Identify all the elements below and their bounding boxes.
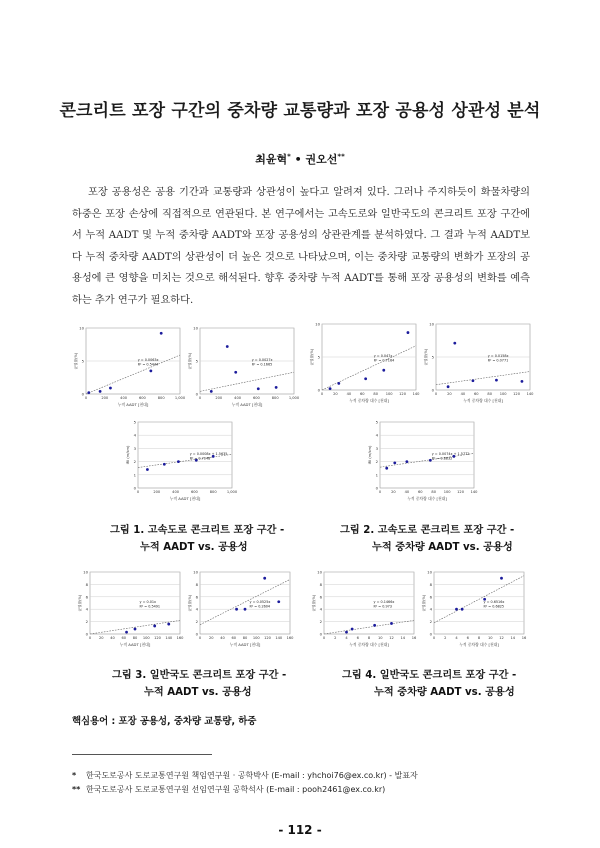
y-tick-label: 5 xyxy=(317,354,320,360)
y-tick-label: 5 xyxy=(431,354,434,360)
x-tick-label: 0 xyxy=(198,396,202,400)
y-tick-label: 0 xyxy=(85,631,88,637)
x-tick-label: 0 xyxy=(198,636,202,640)
x-tick-label: 40 xyxy=(346,392,352,396)
plot-area xyxy=(200,572,290,634)
y-axis-label: 균열률(%) xyxy=(422,594,426,612)
trend-equation: y = 0.0008x + 1.5635 xyxy=(189,452,228,456)
y-tick-label: 10 xyxy=(427,569,432,575)
caption-line: 누적 중차량 AADT vs. 공용성 xyxy=(372,542,513,553)
y-tick-label: 10 xyxy=(193,569,198,575)
x-tick-label: 40 xyxy=(404,490,410,494)
x-tick-label: 60 xyxy=(473,392,479,396)
data-point xyxy=(447,385,450,388)
trend-equation: y = 0.6516x xyxy=(483,600,505,604)
data-point xyxy=(263,577,266,580)
x-tick-label: 100 xyxy=(142,636,150,640)
data-point xyxy=(461,608,464,611)
y-tick-label: 5 xyxy=(195,358,198,364)
x-tick-label: 0 xyxy=(136,490,140,494)
y-tick-label: 0 xyxy=(429,631,432,637)
x-tick-label: 80 xyxy=(132,636,138,640)
data-point xyxy=(351,628,354,631)
data-point xyxy=(495,379,498,382)
data-point xyxy=(521,380,524,383)
y-tick-label: 2 xyxy=(133,459,136,465)
x-tick-label: 1,000 xyxy=(288,396,300,400)
x-tick-label: 0 xyxy=(378,490,382,494)
author-list xyxy=(0,151,600,167)
y-tick-label: 4 xyxy=(85,606,88,612)
x-tick-label: 0 xyxy=(88,636,92,640)
figure-4b-chart xyxy=(420,568,528,652)
x-tick-label: 400 xyxy=(234,396,242,400)
trend-equation: y = 0.0525x xyxy=(249,600,271,604)
x-tick-label: 100 xyxy=(499,392,507,396)
data-point xyxy=(160,332,163,335)
author-separator: • xyxy=(294,153,302,166)
y-tick-label: 3 xyxy=(133,445,136,451)
keywords: 핵심용어 : 포장 공용성, 중차량 교통량, 하중 xyxy=(72,716,257,727)
caption-line: 누적 AADT vs. 공용성 xyxy=(144,687,252,698)
plot-area xyxy=(90,572,180,634)
y-axis-label: IRI (m/km) xyxy=(126,445,130,465)
data-point xyxy=(87,391,90,394)
trend-equation: y = 0.0074x + 1.5772 xyxy=(431,452,470,456)
x-tick-label: 10 xyxy=(377,636,383,640)
y-tick-label: 2 xyxy=(319,619,322,625)
figure-3-caption xyxy=(112,667,292,701)
data-point xyxy=(405,460,408,463)
y-tick-label: 4 xyxy=(429,606,432,612)
data-point xyxy=(177,460,180,463)
x-tick-label: 120 xyxy=(264,636,271,640)
y-tick-label: 0 xyxy=(81,391,84,397)
y-tick-label: 0 xyxy=(317,387,320,393)
x-axis-label: 누적 AADT [천대] xyxy=(229,642,261,647)
trend-r-squared: R² = 0.0771 xyxy=(487,358,509,363)
caption-line: 그림 2. 고속도로 콘크리트 포장 구간 - xyxy=(340,525,515,536)
x-tick-label: 120 xyxy=(154,636,161,640)
figure-3a-chart xyxy=(76,568,184,652)
y-axis-label: 균열률(%) xyxy=(424,348,428,366)
y-tick-label: 2 xyxy=(195,619,198,625)
x-tick-label: 60 xyxy=(359,392,365,396)
plot-area xyxy=(324,572,414,634)
x-tick-label: 160 xyxy=(286,636,294,640)
x-tick-label: 8 xyxy=(367,636,371,640)
trend-r-squared: R² = 0.7148 xyxy=(189,456,211,461)
y-tick-label: 2 xyxy=(429,619,432,625)
y-tick-label: 1 xyxy=(133,472,136,478)
data-point xyxy=(277,600,280,603)
x-tick-label: 14 xyxy=(510,636,516,640)
x-tick-label: 40 xyxy=(220,636,225,640)
y-tick-label: 3 xyxy=(375,445,378,451)
y-tick-label: 5 xyxy=(375,419,378,425)
trend-r-squared: R² = 0.7164 xyxy=(373,358,395,363)
x-tick-label: 14 xyxy=(400,636,406,640)
x-tick-label: 20 xyxy=(333,392,338,396)
y-tick-label: 6 xyxy=(85,594,88,600)
x-axis-label: 누적 AADT [천대] xyxy=(117,402,149,407)
figure-2a-chart xyxy=(308,320,420,408)
data-point xyxy=(407,331,410,334)
figure-1b-chart xyxy=(186,324,298,412)
x-axis-label: 누적 AADT [천대] xyxy=(231,402,263,407)
y-tick-label: 2 xyxy=(375,459,378,465)
data-point xyxy=(453,342,456,345)
y-tick-label: 10 xyxy=(317,569,322,575)
author-mark: ** xyxy=(337,152,345,161)
y-tick-label: 10 xyxy=(79,325,84,331)
x-tick-label: 140 xyxy=(470,490,478,494)
caption-line: 그림 1. 고속도로 콘크리트 포장 구간 - xyxy=(110,525,285,536)
data-point xyxy=(393,462,396,465)
trend-equation: y = 0.0158x xyxy=(487,354,509,358)
y-tick-label: 10 xyxy=(193,325,198,331)
figure-2c-chart xyxy=(366,418,478,506)
trend-equation: y = 0.1466x xyxy=(373,600,395,604)
x-tick-label: 100 xyxy=(385,392,393,396)
figure-1c-chart xyxy=(124,418,236,506)
data-point xyxy=(385,467,388,470)
y-axis-label: IRI (m/km) xyxy=(368,445,372,465)
x-axis-label: 누적 중차량 대수 [천대] xyxy=(349,398,389,403)
data-point xyxy=(109,387,112,390)
data-point xyxy=(210,390,213,393)
y-tick-label: 1 xyxy=(375,472,378,478)
y-tick-label: 6 xyxy=(195,594,198,600)
y-tick-label: 6 xyxy=(319,594,322,600)
y-axis-label: 균열률(%) xyxy=(74,352,78,370)
y-axis-label: 균열률(%) xyxy=(188,352,192,370)
x-tick-label: 200 xyxy=(101,396,109,400)
trend-equation: y = 0.0063x xyxy=(137,358,159,362)
y-axis-label: 균열률(%) xyxy=(188,594,192,612)
x-axis-label: 누적 AADT [천대] xyxy=(169,496,201,501)
y-tick-label: 2 xyxy=(85,619,88,625)
x-tick-label: 0 xyxy=(432,636,436,640)
data-point xyxy=(226,345,229,348)
data-point xyxy=(500,577,503,580)
data-point xyxy=(257,387,260,390)
trend-r-squared: R² = 0.5444 xyxy=(137,362,159,367)
figure-4-caption xyxy=(342,667,542,701)
y-tick-label: 8 xyxy=(85,581,88,587)
trend-r-squared: R² = 0.2604 xyxy=(249,604,271,609)
x-tick-label: 140 xyxy=(165,636,173,640)
data-point xyxy=(329,387,332,390)
data-point xyxy=(167,623,170,626)
x-tick-label: 140 xyxy=(412,392,420,396)
data-point xyxy=(234,371,237,374)
trend-equation: y = 0.047x xyxy=(373,354,393,358)
y-tick-label: 10 xyxy=(83,569,88,575)
figure-4a-chart xyxy=(310,568,418,652)
x-tick-label: 800 xyxy=(271,396,279,400)
trend-r-squared: R² = 0.8832 xyxy=(431,456,453,461)
trend-r-squared: R² = 0.973 xyxy=(373,604,392,609)
x-tick-label: 80 xyxy=(373,392,379,396)
x-tick-label: 120 xyxy=(513,392,521,396)
x-tick-label: 400 xyxy=(120,396,128,400)
author-name: 권오선 xyxy=(305,153,338,166)
x-tick-label: 16 xyxy=(411,636,417,640)
data-point xyxy=(337,382,340,385)
data-point xyxy=(134,628,137,631)
x-tick-label: 140 xyxy=(275,636,283,640)
y-tick-label: 6 xyxy=(429,594,432,600)
data-point xyxy=(390,622,393,625)
x-tick-label: 800 xyxy=(157,396,165,400)
data-point xyxy=(244,608,247,611)
y-axis-label: 균열률(%) xyxy=(310,348,314,366)
y-tick-label: 0 xyxy=(319,631,322,637)
x-tick-label: 4 xyxy=(455,636,458,640)
x-tick-label: 0 xyxy=(320,392,324,396)
footnote-mark: ** xyxy=(72,785,81,794)
x-tick-label: 20 xyxy=(98,636,104,640)
footnote xyxy=(72,770,418,781)
x-tick-label: 12 xyxy=(499,636,504,640)
x-tick-label: 6 xyxy=(466,636,469,640)
x-axis-label: 누적 중차량 대수 [천대] xyxy=(407,496,447,501)
y-tick-label: 4 xyxy=(133,432,136,438)
caption-line: 그림 3. 일반국도 콘크리트 포장 구간 - xyxy=(112,670,287,681)
plot-area xyxy=(434,572,524,634)
data-point xyxy=(125,631,128,634)
x-tick-label: 100 xyxy=(252,636,260,640)
x-tick-label: 2 xyxy=(334,636,337,640)
trend-equation: y = 0.01x xyxy=(139,600,157,604)
y-tick-label: 10 xyxy=(315,321,320,327)
y-tick-label: 4 xyxy=(319,606,322,612)
x-tick-label: 0 xyxy=(322,636,326,640)
footnote-rule xyxy=(72,754,212,755)
x-tick-label: 80 xyxy=(487,392,493,396)
data-point xyxy=(373,624,376,627)
x-tick-label: 400 xyxy=(172,490,180,494)
y-tick-label: 0 xyxy=(195,391,198,397)
page-number: - 112 - xyxy=(278,823,322,837)
data-point xyxy=(455,608,458,611)
y-tick-label: 5 xyxy=(133,419,136,425)
y-tick-label: 0 xyxy=(431,387,434,393)
x-tick-label: 200 xyxy=(215,396,223,400)
y-tick-label: 0 xyxy=(133,485,136,491)
x-tick-label: 600 xyxy=(138,396,146,400)
y-axis-label: 균열률(%) xyxy=(78,594,82,612)
data-point xyxy=(99,390,102,393)
x-tick-label: 60 xyxy=(417,490,423,494)
paper-title: 콘크리트 포장 구간의 중차량 교통량과 포장 공용성 상관성 분석 xyxy=(59,101,541,121)
data-point xyxy=(472,379,475,382)
x-tick-label: 200 xyxy=(153,490,161,494)
x-tick-label: 0 xyxy=(84,396,88,400)
figure-2-caption xyxy=(340,522,540,556)
y-tick-label: 8 xyxy=(429,581,432,587)
x-tick-label: 120 xyxy=(399,392,407,396)
x-tick-label: 40 xyxy=(110,636,115,640)
footnote-text: 한국도로공사 도로교통연구원 선임연구원 공학석사 (E-mail : pooh2461@ex.co.kr) xyxy=(86,785,386,794)
x-tick-label: 60 xyxy=(121,636,127,640)
x-tick-label: 12 xyxy=(389,636,394,640)
x-tick-label: 2 xyxy=(444,636,447,640)
x-tick-label: 10 xyxy=(487,636,493,640)
caption-line: 누적 AADT vs. 공용성 xyxy=(140,542,248,553)
data-point xyxy=(382,369,385,372)
caption-line: 그림 4. 일반국도 콘크리트 포장 구간 - xyxy=(342,670,517,681)
x-tick-label: 600 xyxy=(252,396,260,400)
caption-line: 누적 중차량 AADT vs. 공용성 xyxy=(374,687,515,698)
x-tick-label: 40 xyxy=(460,392,466,396)
y-tick-label: 10 xyxy=(429,321,434,327)
data-point xyxy=(275,386,278,389)
figure-1-caption xyxy=(110,522,290,556)
y-tick-label: 5 xyxy=(81,358,84,364)
data-point xyxy=(235,608,238,611)
x-tick-label: 160 xyxy=(176,636,184,640)
x-axis-label: 누적 중차량 대수 [천대] xyxy=(459,642,499,647)
footnote xyxy=(72,784,385,795)
trend-r-squared: R² = 0.6825 xyxy=(483,604,505,609)
y-tick-label: 8 xyxy=(319,581,322,587)
data-point xyxy=(149,370,152,373)
x-tick-label: 80 xyxy=(431,490,437,494)
abstract: 포장 공용성은 공용 기간과 교통량과 상관성이 높다고 알려져 있다. 그러나 주지하듯이 화물차량의 하중은 포장 손상에 직접적으로 연관된다. 본 연구에서는 고속도로와 일반국도의 콘크리트 포장 구간에서 누적 AADT 및 누적 중차량 AADT와 포장 공용성의 상관관계를 분석하였다. 그 결과 누적 AADT보다 누적 중차량 AADT의 상관성이 더 높은 것으로 나타났으며, 이는 중차량 교통량의 변화가 포장의 공용성에 큰 영향을 미치는 것으로 해석된다. 향후 중차량 누적 AADT를 통해 포장 공용성의 변화를 예측하는 추가 연구가 필요하다. xyxy=(72,187,530,306)
x-tick-label: 0 xyxy=(434,392,438,396)
x-tick-label: 16 xyxy=(521,636,527,640)
x-tick-label: 600 xyxy=(190,490,198,494)
x-axis-label: 누적 중차량 대수 [천대] xyxy=(463,398,503,403)
y-tick-label: 0 xyxy=(195,631,198,637)
data-point xyxy=(146,468,149,471)
x-tick-label: 20 xyxy=(391,490,396,494)
y-tick-label: 8 xyxy=(195,581,198,587)
x-tick-label: 20 xyxy=(208,636,214,640)
x-tick-label: 80 xyxy=(242,636,248,640)
x-tick-label: 1,000 xyxy=(174,396,186,400)
x-axis-label: 누적 중차량 대수 [천대] xyxy=(349,642,389,647)
x-tick-label: 140 xyxy=(526,392,534,396)
footnote-text: 한국도로공사 도로교통연구원 책임연구원 · 공학박사 (E-mail : yhchoi76@ex.co.kr) - 발표자 xyxy=(86,771,418,780)
figure-3b-chart xyxy=(186,568,294,652)
x-tick-label: 6 xyxy=(356,636,359,640)
data-point xyxy=(345,631,348,634)
figure-2b-chart xyxy=(422,320,534,408)
data-point xyxy=(163,463,166,466)
x-tick-label: 100 xyxy=(443,490,451,494)
trend-r-squared: R² = 0.5491 xyxy=(139,604,161,609)
data-point xyxy=(153,625,156,628)
author-mark: * xyxy=(287,152,291,161)
author-name: 최윤혁 xyxy=(255,153,288,166)
x-tick-label: 1,000 xyxy=(226,490,238,494)
figure-1a-chart xyxy=(72,324,184,412)
trend-r-squared: R² = 0.1665 xyxy=(251,362,273,367)
y-axis-label: 균열률(%) xyxy=(312,594,316,612)
x-tick-label: 4 xyxy=(345,636,348,640)
footnote-mark: * xyxy=(72,771,77,780)
x-tick-label: 60 xyxy=(231,636,237,640)
trend-equation: y = 0.0027x xyxy=(251,358,273,362)
y-tick-label: 4 xyxy=(195,606,198,612)
x-tick-label: 20 xyxy=(447,392,452,396)
y-tick-label: 0 xyxy=(375,485,378,491)
x-tick-label: 8 xyxy=(477,636,481,640)
x-tick-label: 120 xyxy=(457,490,465,494)
y-tick-label: 4 xyxy=(375,432,378,438)
x-tick-label: 800 xyxy=(209,490,217,494)
data-point xyxy=(364,377,367,380)
x-axis-label: 누적 AADT [천대] xyxy=(119,642,151,647)
